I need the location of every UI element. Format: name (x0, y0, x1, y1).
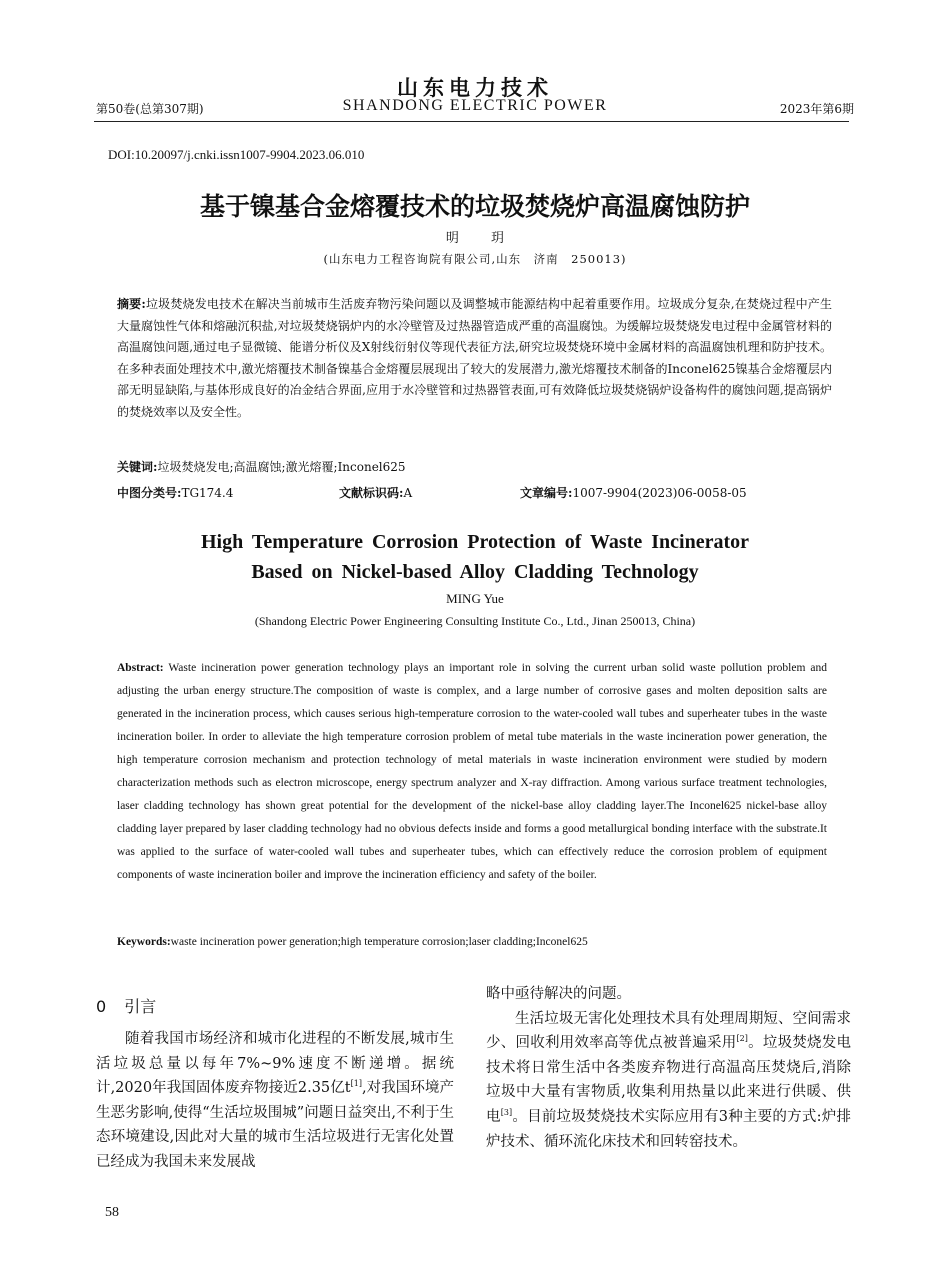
keywords-cn-label: 关键词: (117, 460, 158, 474)
header-rule (94, 121, 849, 122)
abstract-en-label: Abstract: (117, 662, 164, 674)
abstract-en (117, 657, 827, 887)
clc-value: TG174.4 (181, 486, 234, 500)
section-number: 0 (96, 997, 107, 1016)
body-text: 生活垃圾无害化处理技术具有处理周期短、空间需求少、回收利用效率高等优点被普遍采用 (486, 1010, 851, 1052)
journal-title-cn: 山东电力技术 (397, 75, 553, 100)
doc-label: 文献标识码: (339, 486, 404, 500)
paper-title-cn: 基于镍基合金熔覆技术的垃圾焚烧炉高温腐蚀防护 (199, 192, 750, 221)
article-number (520, 484, 747, 501)
issue-info: 2023年第6期 (779, 102, 854, 116)
author-en: MING Yue (446, 591, 504, 606)
citation-ref[interactable]: [2] (736, 1034, 748, 1044)
document-code (339, 484, 412, 501)
keywords-cn (117, 458, 832, 475)
section-heading (96, 994, 156, 1017)
body-paragraph-continued: 略中亟待解决的问题。 (486, 986, 631, 1002)
body-column-left (96, 1027, 454, 1175)
paper-title-en (0, 527, 950, 587)
title-en-line1: High Temperature Corrosion Protection of Waste Incinerator (200, 531, 750, 553)
page-number: 58 (105, 1205, 119, 1220)
abstract-cn-label: 摘要: (117, 297, 146, 311)
body-text: 随着我国市场经济和城市化进程的不断发展,城市生活垃圾总量以每年7%~9%速度不断递增。据统计,2020年我国固体废弃物接近2.35亿t (96, 1031, 454, 1097)
journal-title-en: SHANDONG ELECTRIC POWER (342, 97, 608, 114)
article-label: 文章编号: (520, 486, 573, 500)
doi[interactable]: DOI:10.20097/j.cnki.issn1007-9904.2023.06.010 (108, 147, 365, 162)
keywords-en-label: Keywords: (117, 936, 171, 948)
title-en-line2: Based on Nickel-based Alloy Cladding Technology (251, 561, 699, 583)
clc-label: 中图分类号: (117, 486, 182, 500)
doc-value: A (403, 486, 413, 500)
volume-info: 第50卷(总第307期) (96, 102, 204, 116)
section-title: 引言 (124, 997, 157, 1016)
body-text: ,对我国环境产生恶劣影响,使得“生活垃圾围城”问题日益突出,不利于生态环境建设,因此对大量的城市生活垃圾进行无害化处置已经成为我国未来发展战 (96, 1080, 455, 1170)
author-cn: 明 玥 (445, 231, 519, 246)
clc-number (117, 484, 233, 501)
body-paragraph (486, 1007, 851, 1155)
body-paragraph (96, 1027, 454, 1175)
keywords-cn-text: 垃圾焚烧发电;高温腐蚀;激光熔覆;Inconel625 (157, 460, 406, 474)
affiliation-cn: (山东电力工程咨询院有限公司,山东 济南 250013) (323, 252, 627, 266)
abstract-cn-text: 垃圾焚烧发电技术在解决当前城市生活废弃物污染问题以及调整城市能源结构中起着重要作用。垃圾成分复杂,在焚烧过程中产生大量腐蚀性气体和熔融沉积盐,对垃圾焚烧锅炉内的水冷壁管及过热器管造成严重的高温腐蚀。为缓解垃圾焚烧发电过程中金属管材料的高温腐蚀问题,通过电子显微镜、能谱分析仪及X射线衍射仪等现代表征方法,研究垃圾焚烧环境中金属材料的高温腐蚀机理和防护技术。在多种表面处理技术中,激光熔覆技术制备镍基合金熔覆层展现出了较大的发展潜力,激光熔覆技术制备的Inconel625镍基合金熔覆层内部无明显缺陷,与基体形成良好的冶金结合界面,应用于水冷壁管和过热器管表面,可有效降低垃圾焚烧锅炉设备构件的腐蚀问题,提高锅炉的焚烧效率以及安全性。 (117, 297, 832, 419)
citation-ref[interactable]: [3] (500, 1108, 513, 1118)
article-value: 1007-9904(2023)06-0058-05 (572, 486, 747, 500)
abstract-cn (117, 294, 832, 423)
citation-ref[interactable]: [1] (350, 1079, 362, 1089)
body-column-right (486, 982, 851, 1154)
abstract-en-text: Waste incineration power generation technology plays an important role in solving the current urban solid waste pollution problem and adjusting the urban energy structure.The composition of waste is complex, and a large number of corrosive gases and molten deposition salts are generated in the incineration process, which causes serious high-temperature corrosion to the water-cooled wall tubes and superheater tubes in the waste incineration boiler. In order to alleviate the high temperature corrosion problem of metal tube materials in the waste incineration power generation, the high temperature corrosion mechanism and protection technology of metal materials in waste incineration environment were studied by modern characterization methods such as electron microscope, energy spectrum analyzer and X-ray diffraction. Among various surface treatment technologies, laser cladding technology has shown great potential for the development of the nickel-base alloy cladding layer.The Inconel625 nickel-base alloy cladding layer prepared by laser cladding technology had no obvious defects inside and forms a good metallurgical bonding interface with the substrate.It was applied to the surface of water-cooled wall tubes and superheater tubes, which can effectively reduce the corrosion problem of equipment components of waste incineration boiler and improve the incineration efficiency and safety of the boiler. (117, 662, 827, 881)
keywords-en-text: waste incineration power generation;high temperature corrosion;laser cladding;Inconel625 (170, 936, 588, 948)
keywords-en (117, 936, 832, 948)
affiliation-en: (Shandong Electric Power Engineering Consulting Institute Co., Ltd., Jinan 250013, China) (254, 614, 696, 628)
body-text: 。目前垃圾焚烧技术实际应用有3种主要的方式:炉排炉技术、循环流化床技术和回转窑技术。 (486, 1108, 852, 1150)
body-text: 。垃圾焚烧发电技术将日常生活中各类废弃物进行高温高压焚烧后,消除垃圾中大量有害物质,收集利用热量以此来进行供暖、供电 (486, 1035, 852, 1125)
